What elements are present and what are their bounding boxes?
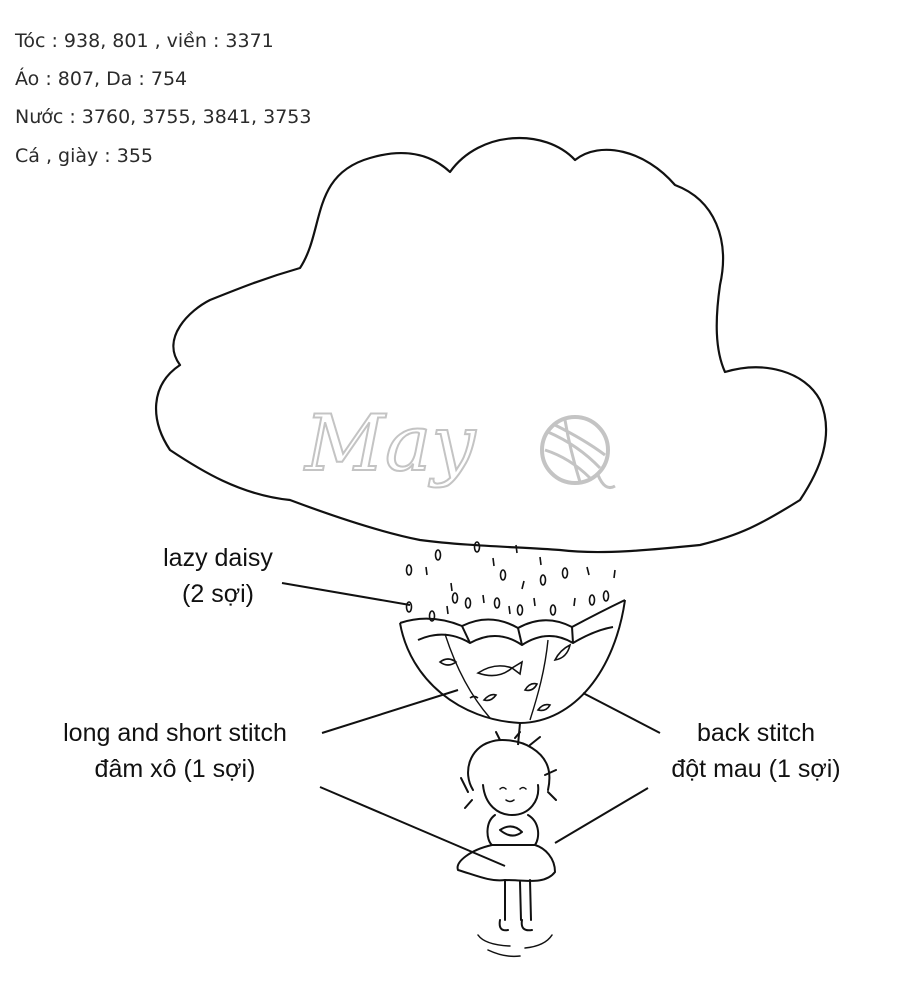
leader-lazy-daisy — [282, 583, 410, 605]
label-long-short-line2: đâm xô (1 sợi) — [94, 755, 256, 783]
cloud-outline — [156, 138, 826, 552]
label-back-stitch-line2: đột mau (1 sợi) — [671, 755, 841, 783]
note-hair-colors: Tóc : 938, 801 , viền : 3371 — [15, 30, 274, 52]
girl-figure — [458, 732, 556, 956]
leader-dot-mau — [555, 788, 648, 843]
leader-dam-xo — [320, 787, 505, 866]
label-long-short-stitch — [36, 715, 314, 787]
watermark-logo — [303, 399, 615, 489]
note-water-colors: Nước : 3760, 3755, 3841, 3753 — [15, 106, 312, 128]
fish-group — [440, 645, 570, 710]
label-long-short-line1: long and short stitch — [63, 719, 287, 747]
leader-long-short — [322, 690, 458, 733]
note-fish-shoe-colors: Cá , giày : 355 — [15, 145, 154, 167]
note-shirt-skin-colors: Áo : 807, Da : 754 — [15, 68, 188, 90]
label-lazy-daisy-line1: lazy daisy — [163, 544, 273, 572]
label-back-stitch — [652, 715, 860, 787]
label-lazy-daisy-line2: (2 sợi) — [182, 580, 254, 608]
rain-drops — [407, 542, 616, 621]
label-lazy-daisy — [148, 540, 288, 612]
watermark-text: May — [305, 399, 476, 489]
label-back-stitch-line1: back stitch — [696, 719, 816, 747]
leader-lines — [282, 583, 660, 866]
umbrella-bowl — [400, 600, 625, 745]
leader-back-stitch — [583, 693, 660, 733]
